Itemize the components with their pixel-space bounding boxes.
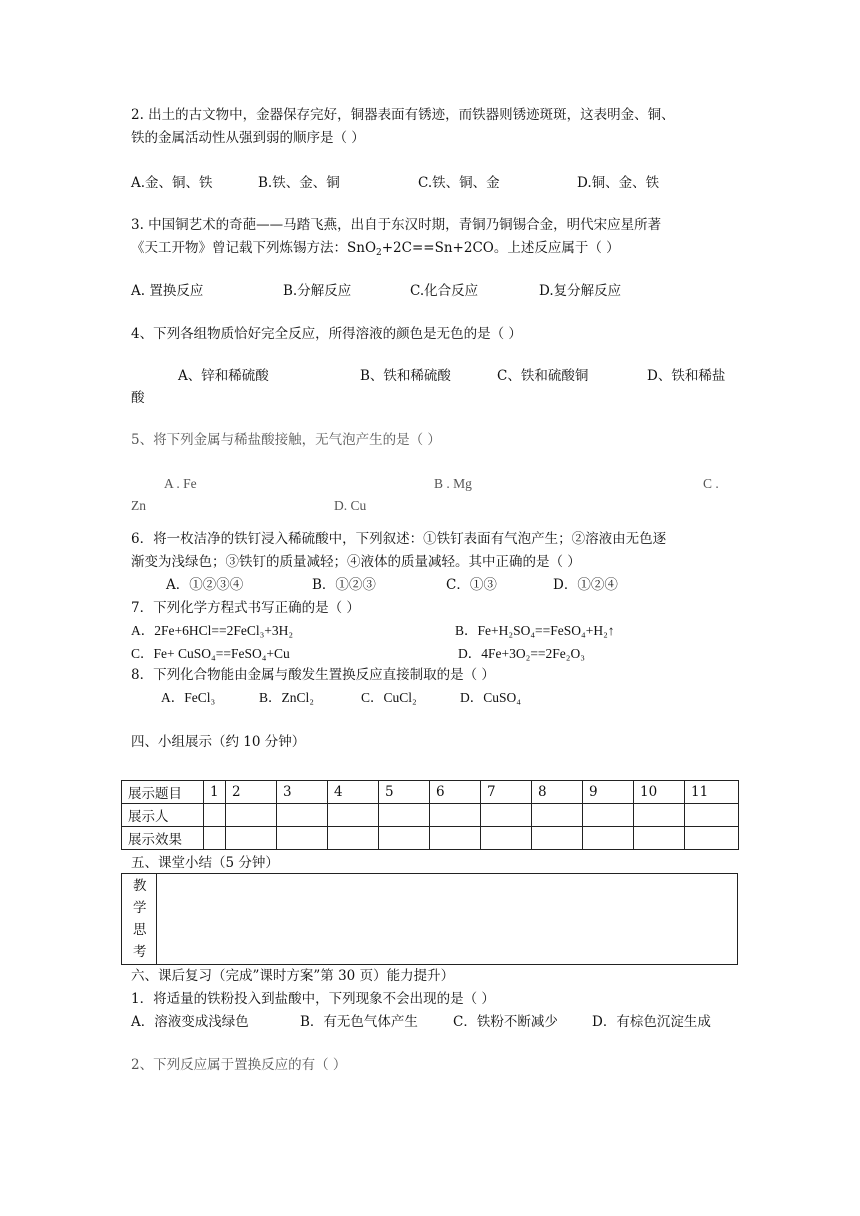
q2-line-1: 2. 出土的古文物中，金器保存完好，铜器表面有锈迹，而铁器则锈迹斑斑，这表明金、铜、 <box>131 107 675 123</box>
q4-option-d: D、铁和稀盐 <box>647 368 726 384</box>
q4-stem: 4、下列各组物质恰好完全反应，所得溶液的颜色是无色的是（ ） <box>131 326 522 342</box>
table-header-row <box>122 781 739 804</box>
q2-option-d: D.铜、金、铁 <box>577 175 660 191</box>
q6-option-b: B．①②③ <box>312 577 376 593</box>
table-cell[interactable] <box>277 827 328 850</box>
q2-line-2: 铁的金属活动性从强到弱的顺序是（ ） <box>131 130 365 146</box>
s6-q1-option-d: D．有棕色沉淀生成 <box>592 1014 711 1030</box>
q7-option-a: A．2Fe+6HCl==2FeCl₃+3H₂ <box>131 623 294 638</box>
q2-option-c: C.铁、铜、金 <box>418 175 500 191</box>
table-header-cell: 4 <box>328 781 379 804</box>
q3-option-b: B.分解反应 <box>283 283 352 299</box>
table-header-cell: 11 <box>685 781 739 804</box>
q8-option-c: C．CuCl₂ <box>361 690 417 705</box>
table-cell[interactable] <box>204 804 226 827</box>
table-cell[interactable] <box>685 804 739 827</box>
q8-option-b: B．ZnCl₂ <box>259 690 314 705</box>
q4-option-a: A、锌和稀硫酸 <box>178 368 269 384</box>
table-header-cell: 7 <box>481 781 532 804</box>
table-cell[interactable] <box>379 804 430 827</box>
q7-stem: 7．下列化学方程式书写正确的是（ ） <box>131 600 360 616</box>
q8-stem: 8．下列化合物能由金属与酸发生置换反应直接制取的是（ ） <box>131 667 495 683</box>
q5-option-c-wrap: Zn <box>131 498 146 513</box>
q6-option-c: C．①③ <box>446 577 497 593</box>
table-cell[interactable] <box>481 827 532 850</box>
table-header-cell: 9 <box>583 781 634 804</box>
table-cell[interactable] <box>583 804 634 827</box>
table-cell[interactable] <box>226 804 277 827</box>
table-row <box>122 804 739 827</box>
table-cell[interactable] <box>634 804 685 827</box>
table-cell[interactable] <box>532 827 583 850</box>
q2-option-b: B.铁、金、铜 <box>258 175 340 191</box>
table-header-cell: 10 <box>634 781 685 804</box>
teaching-reflection-label <box>122 874 157 964</box>
table-cell[interactable] <box>430 827 481 850</box>
section4-heading: 四、小组展示（约 10 分钟） <box>131 734 306 750</box>
q5-option-a: A . Fe <box>164 476 197 491</box>
q7-option-d: D．4Fe+3O₂==2Fe₂O₃ <box>458 646 585 661</box>
label-char: 学 <box>133 900 147 916</box>
q3-option-c: C.化合反应 <box>410 283 479 299</box>
label-char: 教 <box>133 878 147 894</box>
table-cell[interactable] <box>583 827 634 850</box>
s6-q1-option-b: B．有无色气体产生 <box>300 1014 418 1030</box>
q8-option-d: D．CuSO₄ <box>460 690 521 705</box>
table-cell[interactable] <box>430 804 481 827</box>
q3-option-a: A. 置换反应 <box>131 283 204 299</box>
q5-option-c: C . <box>703 476 719 491</box>
table-cell[interactable] <box>328 804 379 827</box>
table-cell[interactable] <box>532 804 583 827</box>
q7-option-c: C．Fe+ CuSO₄==FeSO₄+Cu <box>131 646 290 661</box>
q4-option-b: B、铁和稀硫酸 <box>360 368 451 384</box>
table-cell[interactable] <box>634 827 685 850</box>
table-cell[interactable] <box>226 827 277 850</box>
label-char: 考 <box>133 944 147 960</box>
table-cell[interactable] <box>204 827 226 850</box>
s6-q2-stem: 2、下列反应属于置换反应的有（ ） <box>131 1057 347 1073</box>
q2-option-a: A.金、铜、铁 <box>131 175 213 191</box>
q6-line-1: 6．将一枚洁净的铁钉浸入稀硫酸中，下列叙述：①铁钉表面有气泡产生；②溶液由无色逐 <box>131 531 667 547</box>
q3-option-d: D.复分解反应 <box>539 283 622 299</box>
q3-line-1: 3. 中国铜艺术的奇葩——马踏飞燕，出自于东汉时期，青铜乃铜锡合金，明代宋应星所著 <box>131 217 662 233</box>
s6-q1-option-c: C．铁粉不断减少 <box>453 1014 558 1030</box>
class-summary-box <box>121 873 738 965</box>
label-char: 思 <box>133 922 147 938</box>
table-header-cell: 1 <box>204 781 226 804</box>
table-header-cell: 2 <box>226 781 277 804</box>
table-row-label: 展示人 <box>122 804 204 827</box>
table-header-cell: 展示题目 <box>122 781 204 804</box>
table-cell[interactable] <box>685 827 739 850</box>
q5-option-d: D. Cu <box>334 498 367 513</box>
q3-line-2: 《天工开物》曾记载下列炼锡方法：SnO$_2$+2C==Sn+2CO。上述反应属于（ ） <box>131 240 620 258</box>
q4-option-c: C、铁和硫酸铜 <box>497 368 589 384</box>
section6-heading: 六、课后复习（完成”课时方案”第 30 页）能力提升） <box>131 968 455 984</box>
table-cell[interactable] <box>481 804 532 827</box>
table-header-cell: 8 <box>532 781 583 804</box>
section5-heading: 五、课堂小结（5 分钟） <box>131 855 279 871</box>
table-row-label: 展示效果 <box>122 827 204 850</box>
table-header-cell: 3 <box>277 781 328 804</box>
s6-q1-option-a: A．溶液变成浅绿色 <box>131 1014 249 1030</box>
s6-q1-stem: 1．将适量的铁粉投入到盐酸中，下列现象不会出现的是（ ） <box>131 991 495 1007</box>
q6-option-a: A．①②③④ <box>166 577 244 593</box>
q4-option-d-wrap: 酸 <box>131 390 145 406</box>
group-presentation-table <box>121 780 739 850</box>
q5-option-b: B . Mg <box>434 476 472 491</box>
q8-option-a: A．FeCl₃ <box>161 690 216 705</box>
table-header-cell: 6 <box>430 781 481 804</box>
q7-option-b: B．Fe+H₂SO₄==FeSO₄+H₂↑ <box>455 623 615 638</box>
table-row <box>122 827 739 850</box>
table-cell[interactable] <box>328 827 379 850</box>
table-cell[interactable] <box>277 804 328 827</box>
q6-line-2: 渐变为浅绿色；③铁钉的质量减轻；④液体的质量减轻。其中正确的是（ ） <box>131 554 581 570</box>
table-header-cell: 5 <box>379 781 430 804</box>
table-cell[interactable] <box>379 827 430 850</box>
q6-option-d: D．①②④ <box>553 577 618 593</box>
q5-stem: 5、将下列金属与稀盐酸接触，无气泡产生的是（ ） <box>131 432 441 448</box>
